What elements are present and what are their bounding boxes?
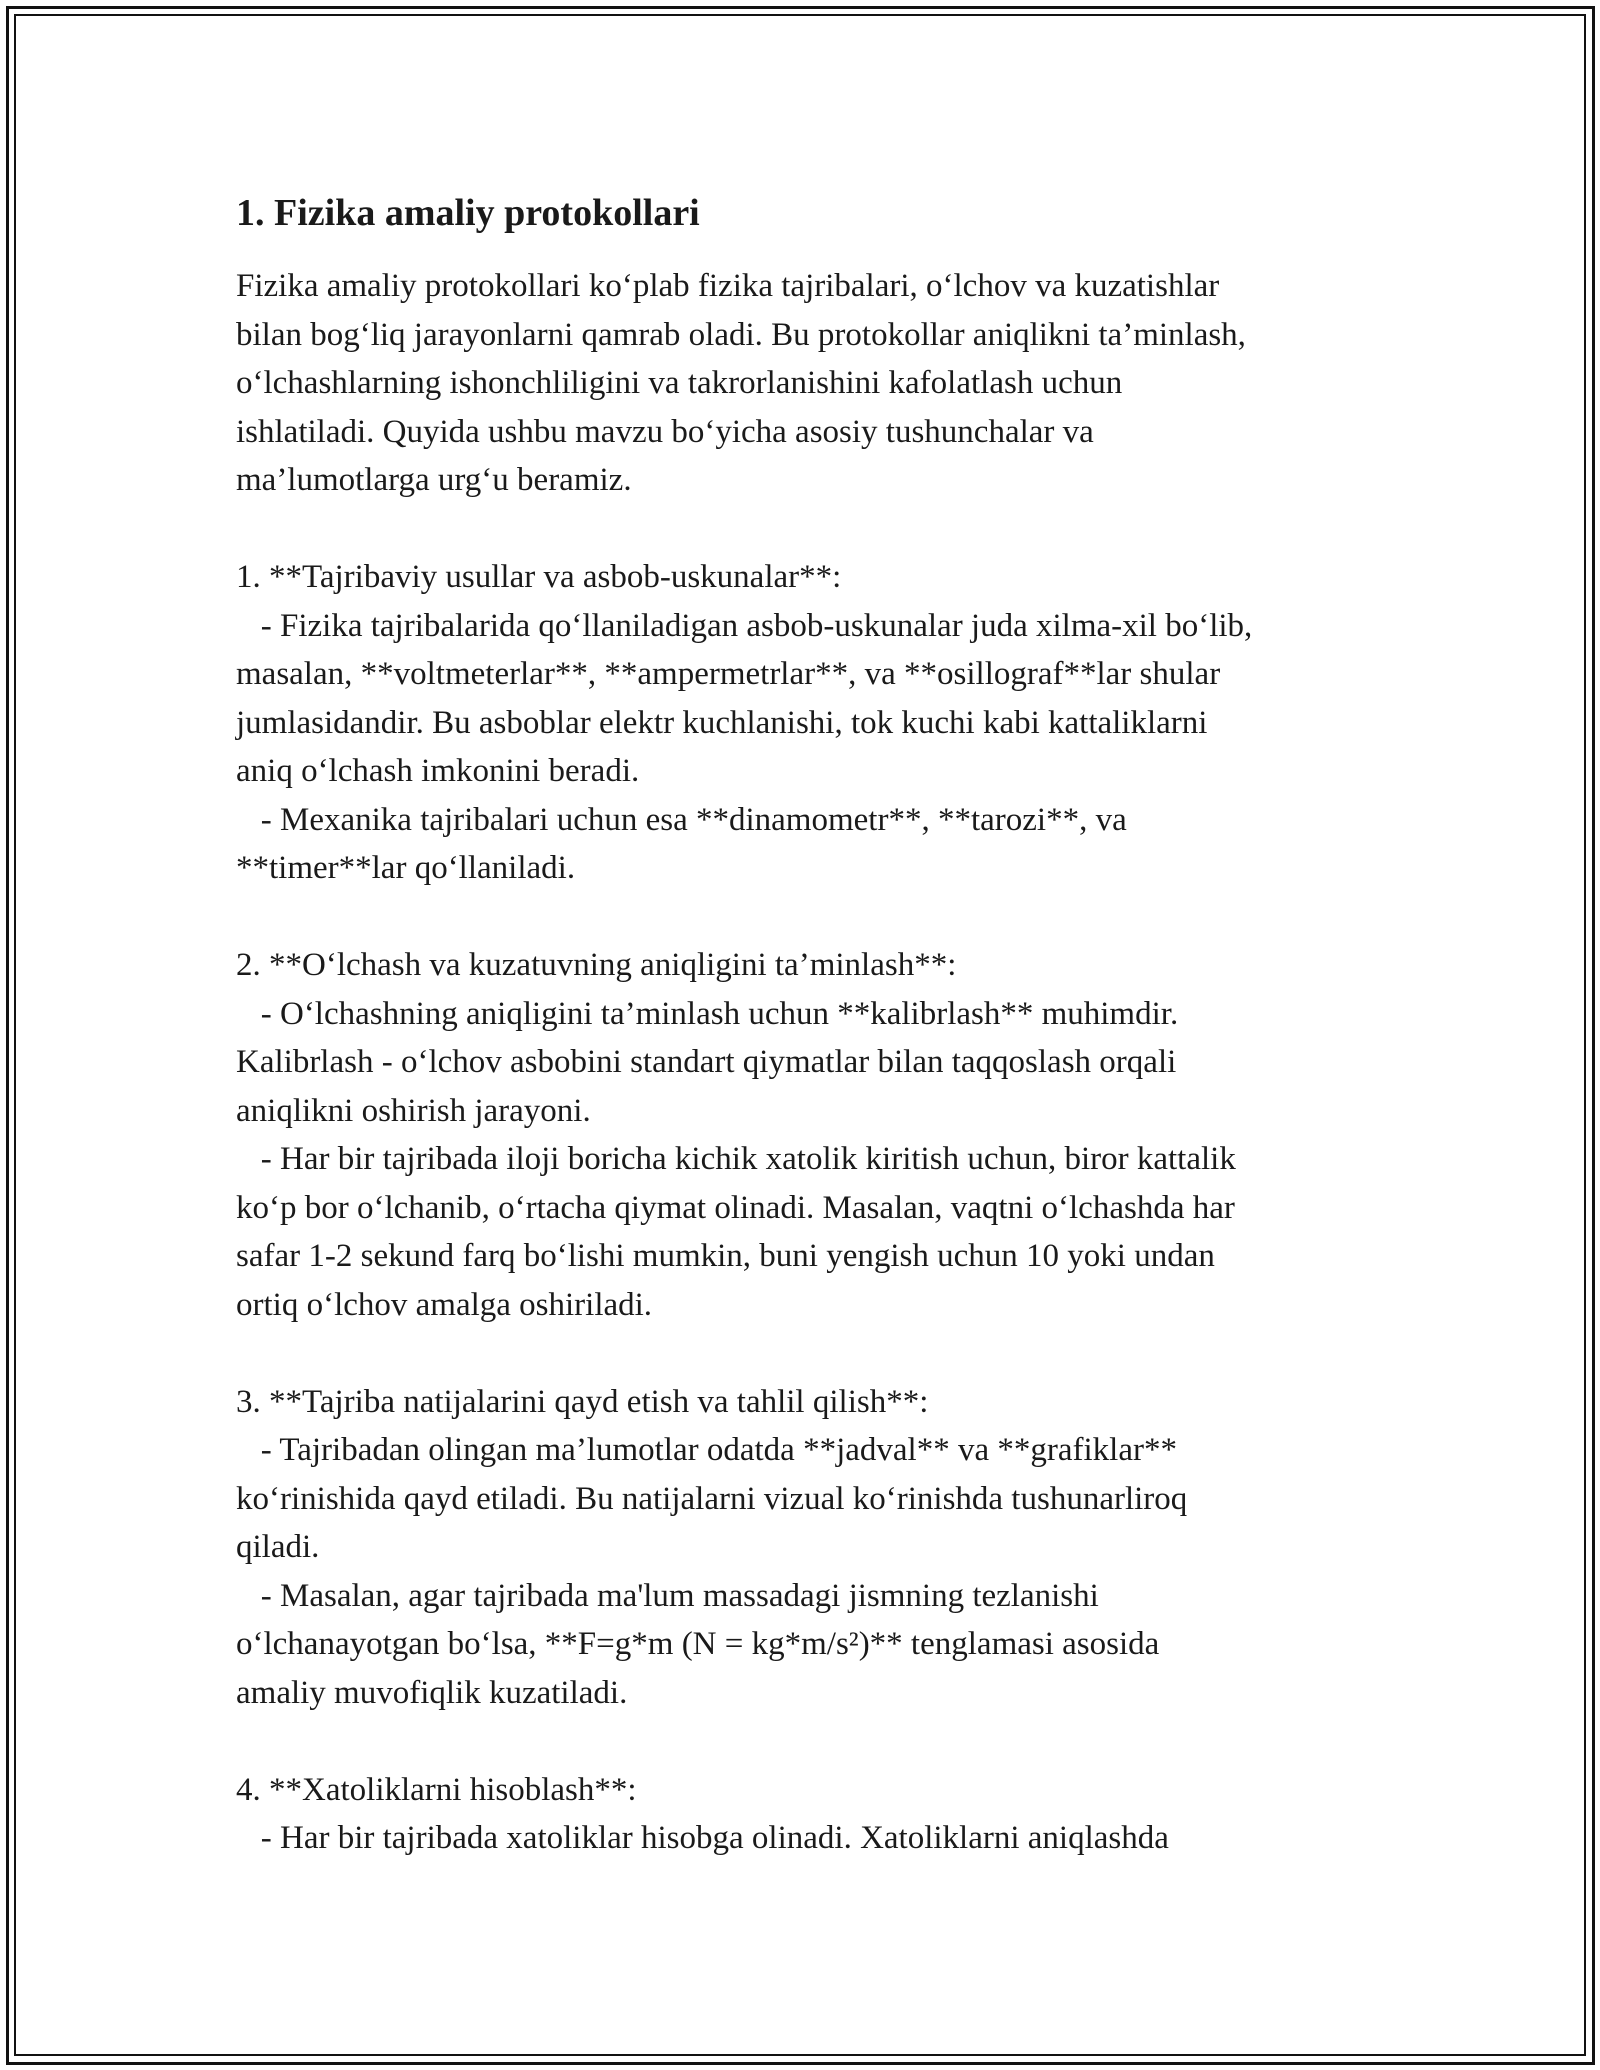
section-2-paragraph: 2. **O‘lchash va kuzatuvning aniqligini ta’minlash**: - O‘lchashning aniqligini ta’minlash uchun **kalibrlash** muhimdir. Kalibrlash - o‘lchov asbobini standart qiymatlar bilan taqqoslash orqali aniqlikni oshirish jarayoni. - Har bir tajribada iloji boricha kichik xatolik kiritish uchun, biror kattalik ko‘p bor o‘lchanib, o‘rtacha qiymat olinadi. Masalan, vaqtni o‘lchashda har safar 1-2 sekund farq bo‘lishi mumkin, buni yengish uchun 10 yoki undan ortiq o‘lchov amalga oshiriladi. [236,947,1236,1323]
intro-paragraph: Fizika amaliy protokollari ko‘plab fizika tajribalari, o‘lchov va kuzatishlar bilan bog‘liq jarayonlarni qamrab oladi. Bu protokollar aniqlikni ta’minlash, o‘lchashlarning ishonchliligini va takrorlanishini kafolatlash uchun ishlatiladi. Quyida ushbu mavzu bo‘yicha asosiy tushunchalar va ma’lumotlarga urg‘u beramiz. [236,268,1246,498]
section-1-paragraph: 1. **Tajribaviy usullar va asbob-uskunalar**: - Fizika tajribalarida qo‘llaniladigan asbob-uskunalar juda xilma-xil bo‘lib, masalan, **voltmeterlar**, **ampermetrlar**, va **osillograf**lar shular jumlasidandir. Bu asboblar elektr kuchlanishi, tok kuchi kabi kattaliklarni aniq o‘lchash imkonini beradi. - Mexanika tajribalari uchun esa **dinamometr**, **tarozi**, va **timer**lar qo‘llaniladi. [236,559,1253,886]
paragraph-spacer [236,505,1396,554]
paragraph-spacer [236,893,1396,942]
document-body [236,186,1396,1863]
document-title: 1. Fizika amaliy protokollari [236,192,700,234]
paragraph-spacer [236,1329,1396,1378]
section-3-paragraph: 3. **Tajriba natijalarini qayd etish va tahlil qilish**: - Tajribadan olingan ma’lumotlar odatda **jadval** va **grafiklar** ko‘rinishida qayd etiladi. Bu natijalarni vizual ko‘rinishda tushunarliroq qiladi. - Masalan, agar tajribada ma'lum massadagi jismning tezlanishi o‘lchanayotgan bo‘lsa, **F=g*m (N = kg*m/s²)** tenglamasi asosida amaliy muvofiqlik kuzatiladi. [236,1383,1188,1711]
paragraph-spacer [236,1717,1396,1766]
section-4-paragraph: 4. **Xatoliklarni hisoblash**: - Har bir tajribada xatoliklar hisobga olinadi. Xatoliklarni aniqlashda [236,1771,1169,1856]
